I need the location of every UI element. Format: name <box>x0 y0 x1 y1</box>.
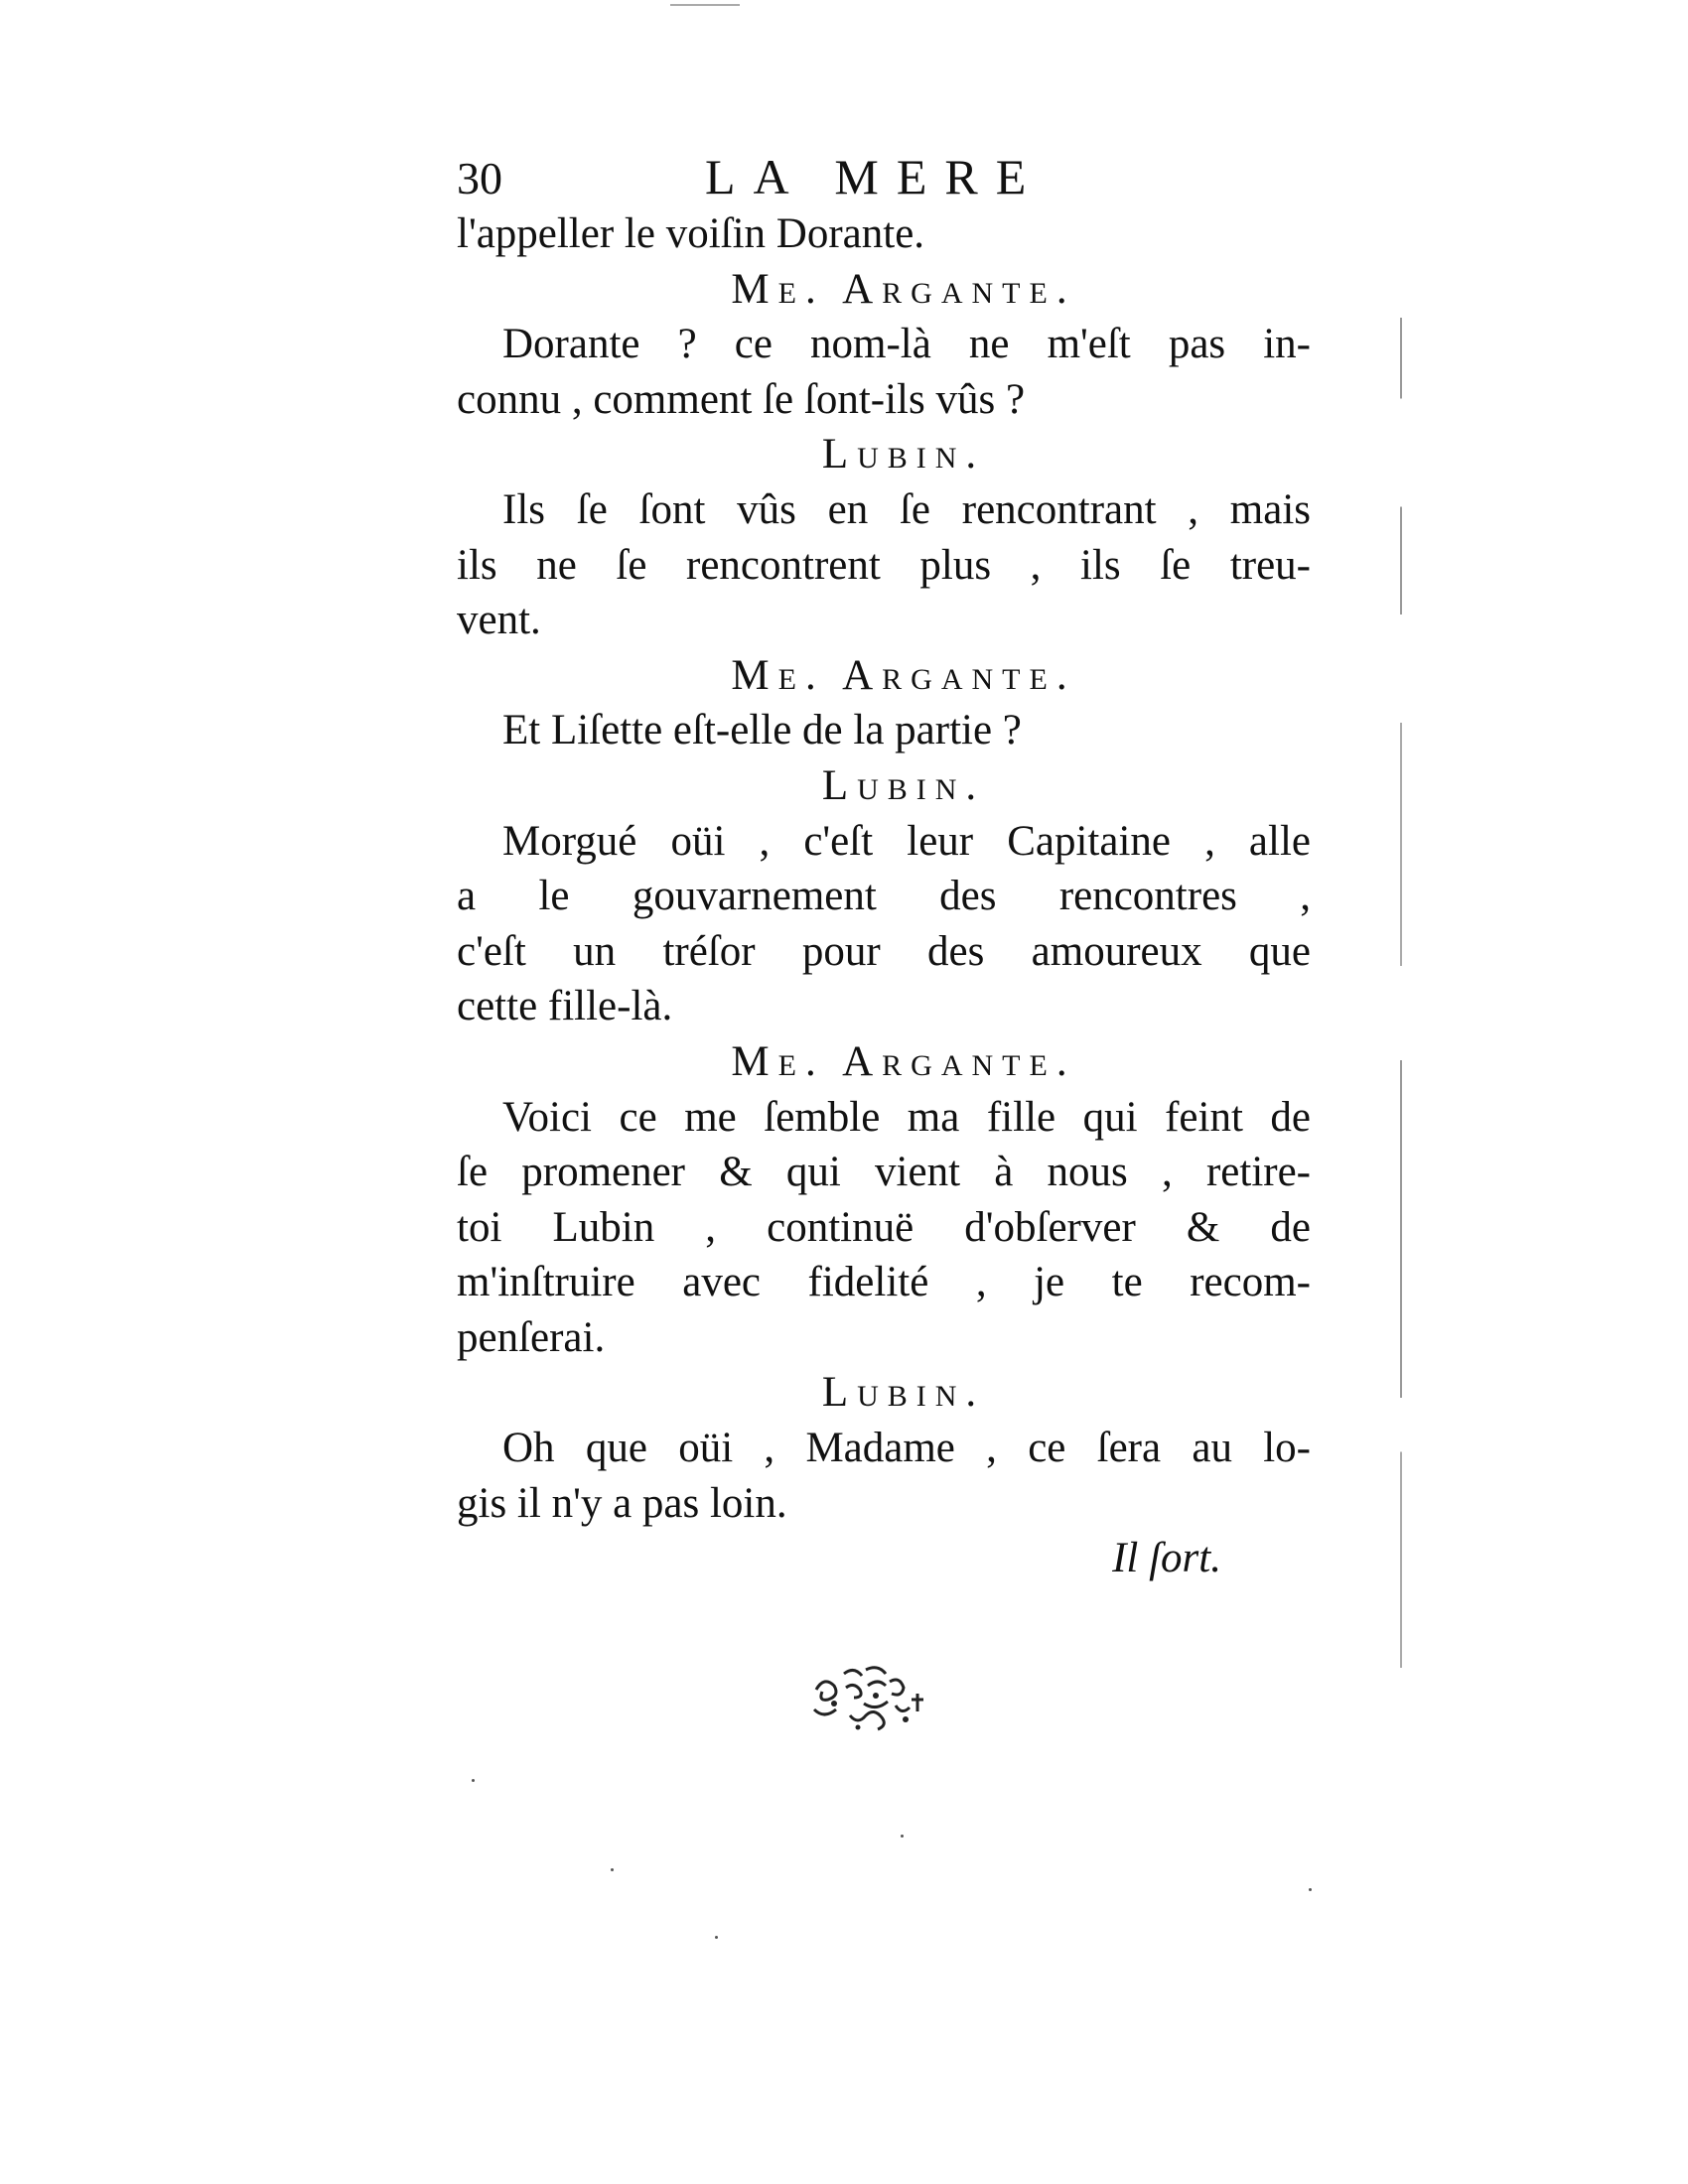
text-line: m'inſtruire avec fidelité , je te recom- <box>457 1259 1311 1306</box>
page-number: 30 <box>457 153 502 204</box>
text-line: Morgué oüi , c'eſt leur Capitaine , alle <box>502 817 1311 865</box>
scan-mark <box>670 4 740 6</box>
text-line: a le gouvarnement des rencontres , <box>457 873 1311 920</box>
text-line: ſe promener & qui vient à nous , retire- <box>457 1149 1311 1196</box>
scan-mark <box>611 1868 614 1871</box>
speaker-name: Me. Argante. <box>731 1037 1076 1085</box>
scan-mark <box>1309 1888 1312 1891</box>
text-line: connu , comment ſe ſont-ils vûs ? <box>457 375 1026 423</box>
text-line: cette fille-là. <box>457 983 673 1030</box>
text-line: Et Liſette eſt-elle de la partie ? <box>502 707 1022 754</box>
text-line: vent. <box>457 597 541 644</box>
text-line: c'eſt un tréſor pour des amoureux que <box>457 927 1311 975</box>
book-page <box>457 151 1311 1586</box>
text-line: Dorante ? ce nom-là ne m'eſt pas in- <box>502 321 1311 368</box>
scan-mark <box>901 1835 904 1838</box>
scan-mark <box>472 1779 475 1782</box>
text-line: ils ne ſe rencontrent plus , ils ſe treu- <box>457 541 1311 589</box>
stage-direction: Il ſort. <box>1112 1535 1221 1582</box>
speaker-name: Lubin. <box>821 761 986 809</box>
text-line: gis il n'y a pas loin. <box>457 1479 787 1527</box>
speaker-name: Me. Argante. <box>731 265 1076 313</box>
printer-ornament-icon <box>806 1660 935 1739</box>
page-edge-rule <box>1400 318 1402 1668</box>
speaker-name: Lubin. <box>821 431 986 478</box>
speaker-name: Lubin. <box>821 1369 986 1417</box>
text-line: l'appeller le voiſin Dorante. <box>457 210 925 257</box>
text-line: penſerai. <box>457 1313 606 1361</box>
scan-mark <box>715 1936 718 1939</box>
text-line: toi Lubin , continuë d'obſerver & de <box>457 1203 1311 1251</box>
page-header <box>457 151 1311 206</box>
text-line: Voici ce me ſemble ma fille qui feint de <box>502 1093 1311 1141</box>
page-body <box>457 206 1311 1586</box>
text-line: Oh que oüi , Madame , ce ſera au lo- <box>502 1425 1311 1472</box>
speaker-name: Me. Argante. <box>731 651 1076 699</box>
running-title: LA MERE <box>705 149 1045 205</box>
text-line: Ils ſe ſont vûs en ſe rencontrant , mais <box>502 485 1311 533</box>
